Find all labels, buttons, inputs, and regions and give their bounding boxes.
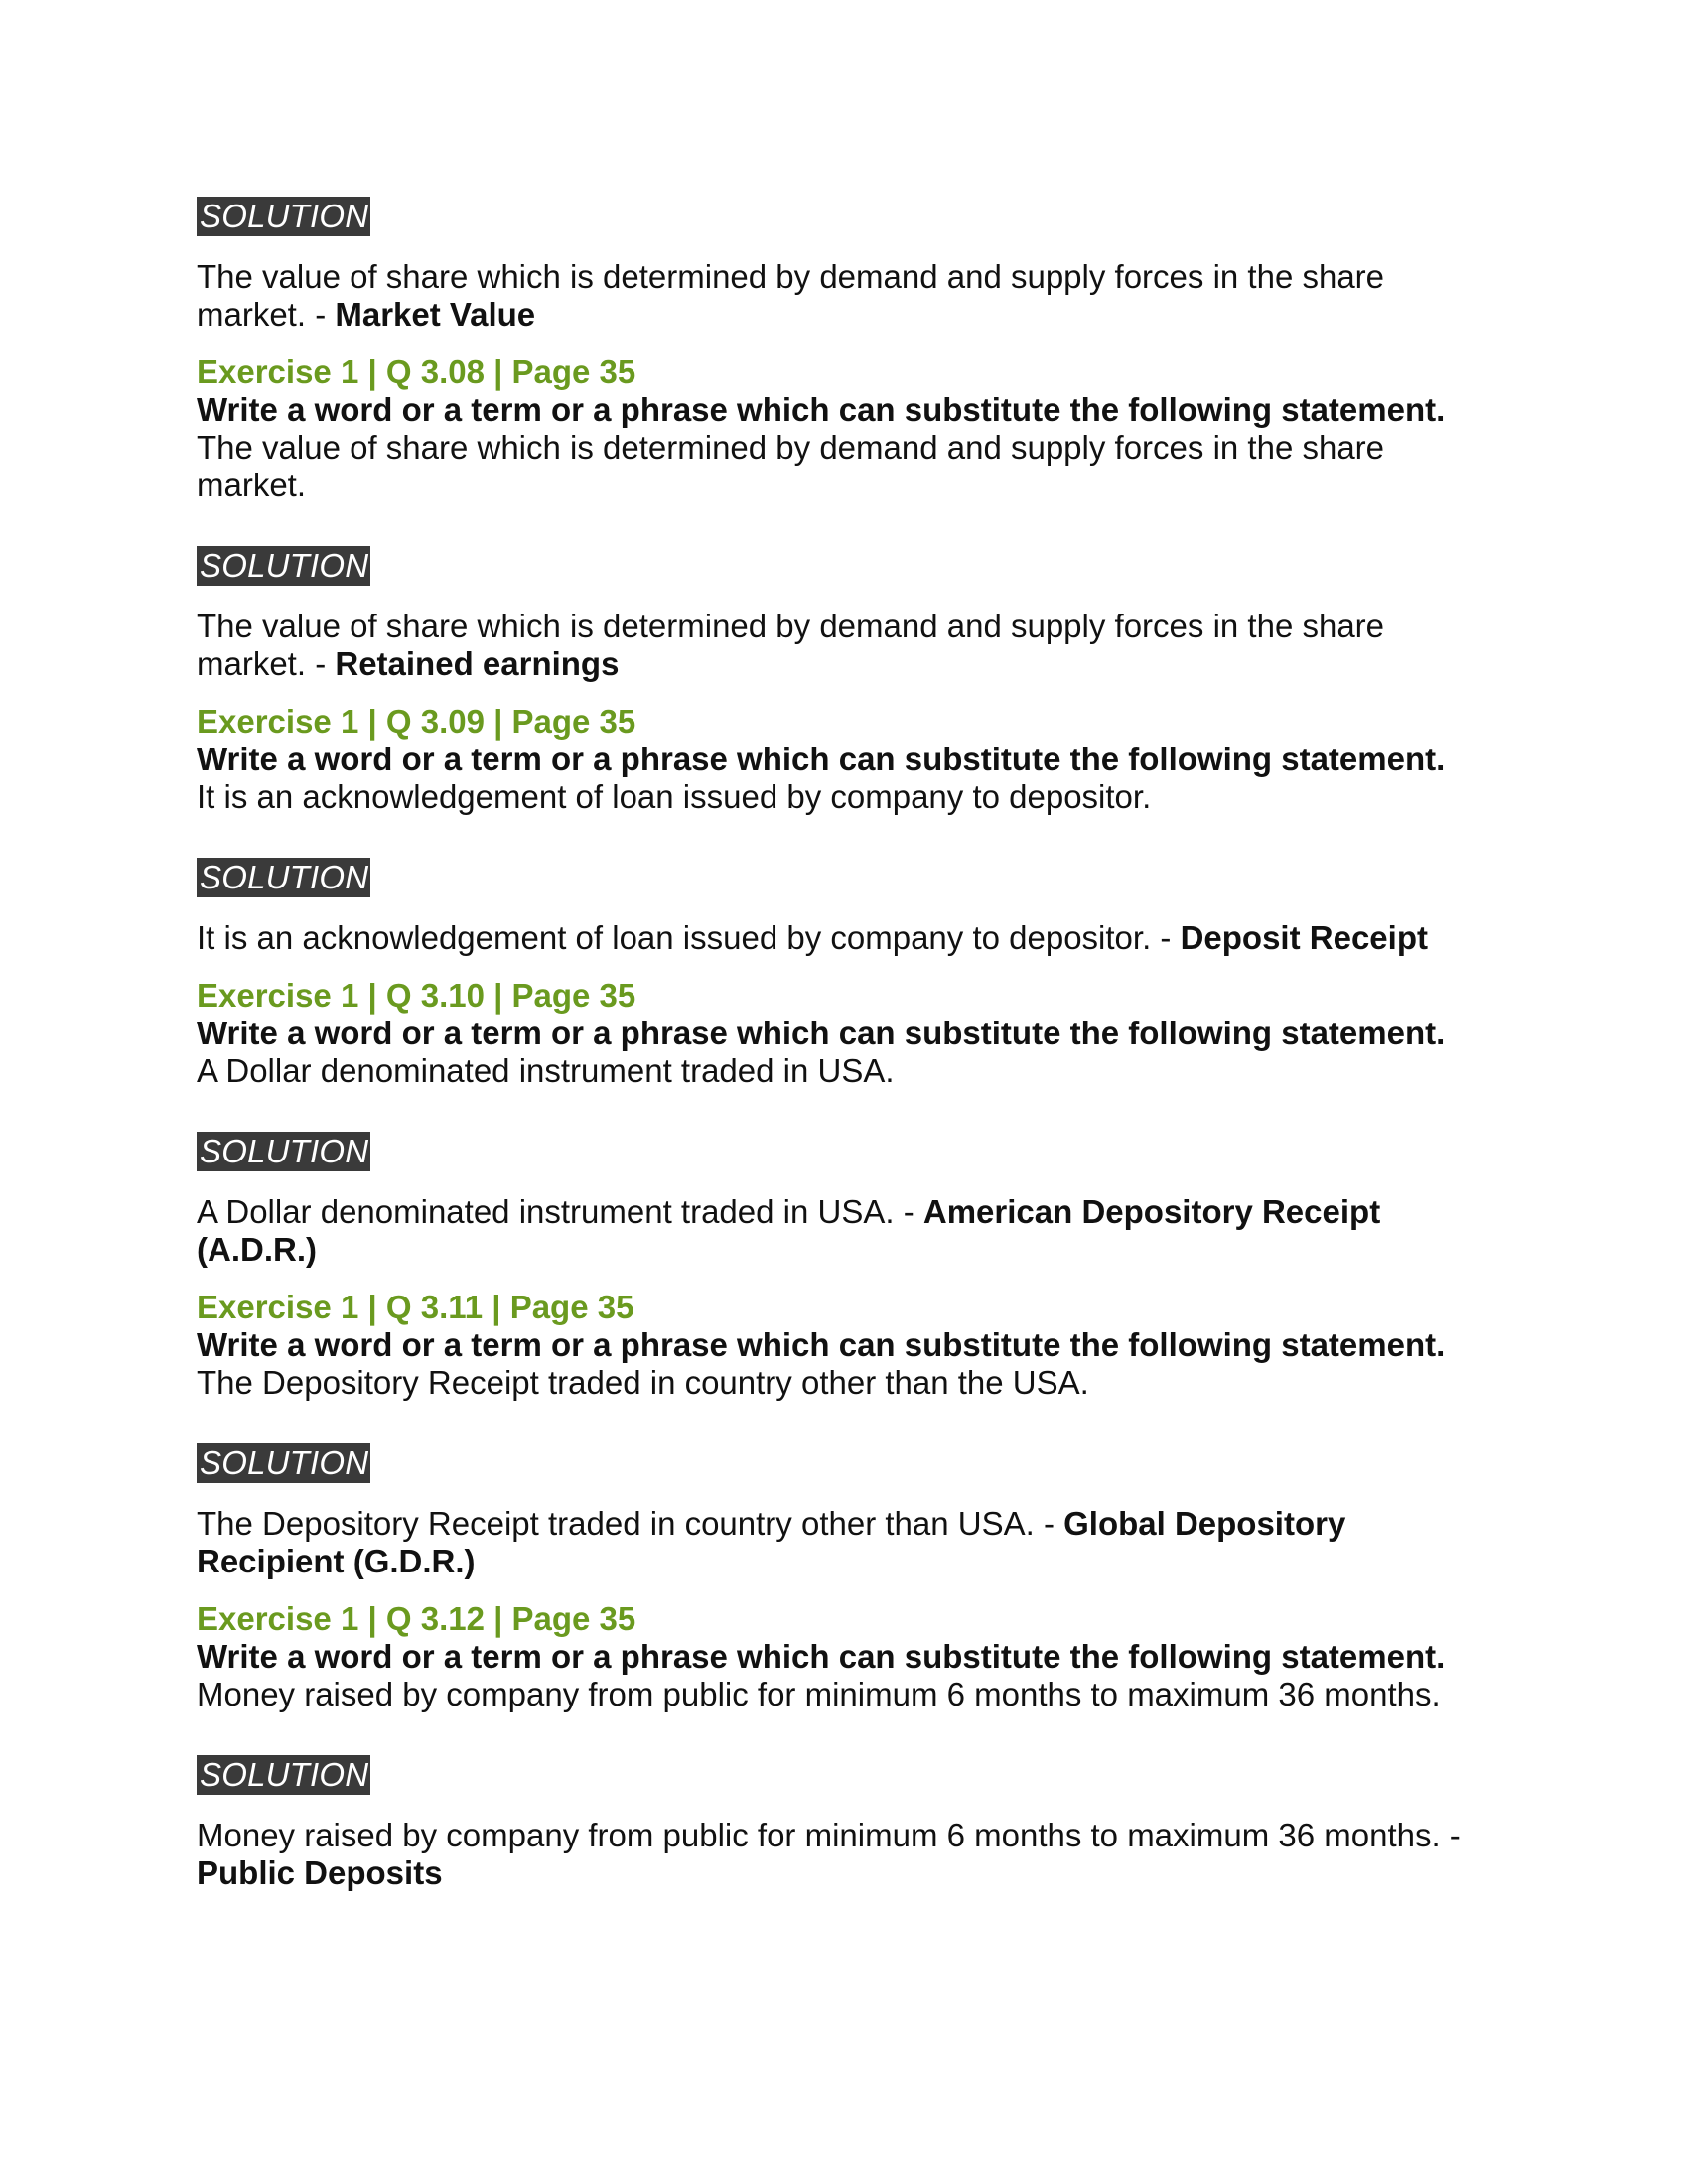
solution-badge: SOLUTION [197, 1132, 370, 1171]
solution-badge: SOLUTION [197, 1443, 370, 1483]
solution-answer: American Depository Receipt (A.D.R.) [197, 1193, 1381, 1268]
exercise-heading: Exercise 1 | Q 3.10 | Page 35 [197, 977, 636, 1014]
question-instruction: Write a word or a term or a phrase which can substitute the following statement. [197, 1326, 1446, 1363]
solution-badge: SOLUTION [197, 546, 370, 586]
question-statement: Money raised by company from public for minimum 6 months to maximum 36 months. [197, 1676, 1441, 1712]
solution-block [197, 1443, 1487, 1580]
solution-text [197, 919, 1487, 957]
solution-block [197, 546, 1487, 683]
solution-text [197, 1193, 1487, 1269]
question-block [197, 1289, 1487, 1402]
solution-text [197, 1817, 1487, 1892]
solution-badge: SOLUTION [197, 1755, 370, 1795]
solution-badge: SOLUTION [197, 197, 370, 236]
solution-block [197, 858, 1487, 957]
solution-statement: The value of share which is determined by demand and supply forces in the share market. - [197, 608, 1385, 682]
solution-answer: Global Depository Recipient (G.D.R.) [197, 1505, 1346, 1579]
question-instruction: Write a word or a term or a phrase which can substitute the following statement. [197, 1015, 1446, 1051]
solution-statement: Money raised by company from public for minimum 6 months to maximum 36 months. - [197, 1817, 1461, 1853]
question-instruction: Write a word or a term or a phrase which can substitute the following statement. [197, 741, 1446, 777]
solution-text [197, 1505, 1487, 1580]
question-block [197, 353, 1487, 504]
question-statement: It is an acknowledgement of loan issued by company to depositor. [197, 778, 1152, 815]
solution-answer: Market Value [335, 296, 536, 333]
question-instruction: Write a word or a term or a phrase which can substitute the following statement. [197, 1638, 1446, 1675]
solution-text [197, 258, 1487, 334]
solution-statement: The value of share which is determined by demand and supply forces in the share market. - [197, 258, 1385, 333]
exercise-heading: Exercise 1 | Q 3.12 | Page 35 [197, 1600, 636, 1637]
exercise-heading: Exercise 1 | Q 3.11 | Page 35 [197, 1289, 634, 1325]
solution-block [197, 197, 1487, 334]
solution-block [197, 1755, 1487, 1892]
question-statement: A Dollar denominated instrument traded in USA. [197, 1052, 895, 1089]
solution-answer: Deposit Receipt [1180, 919, 1428, 956]
solution-badge: SOLUTION [197, 858, 370, 897]
solution-answer: Public Deposits [197, 1854, 443, 1891]
exercise-heading: Exercise 1 | Q 3.08 | Page 35 [197, 353, 636, 390]
question-block [197, 977, 1487, 1090]
solution-statement: It is an acknowledgement of loan issued by company to depositor. - [197, 919, 1181, 956]
document-page [197, 197, 1487, 1912]
question-instruction: Write a word or a term or a phrase which can substitute the following statement. [197, 391, 1446, 428]
solution-statement: The Depository Receipt traded in country other than USA. - [197, 1505, 1064, 1542]
solution-text [197, 608, 1487, 683]
solution-statement: A Dollar denominated instrument traded in USA. - [197, 1193, 923, 1230]
solution-answer: Retained earnings [335, 645, 620, 682]
exercise-heading: Exercise 1 | Q 3.09 | Page 35 [197, 703, 636, 740]
question-statement: The Depository Receipt traded in country other than the USA. [197, 1364, 1089, 1401]
solution-block [197, 1132, 1487, 1269]
question-block [197, 1600, 1487, 1713]
question-block [197, 703, 1487, 816]
question-statement: The value of share which is determined by demand and supply forces in the share market. [197, 429, 1385, 503]
